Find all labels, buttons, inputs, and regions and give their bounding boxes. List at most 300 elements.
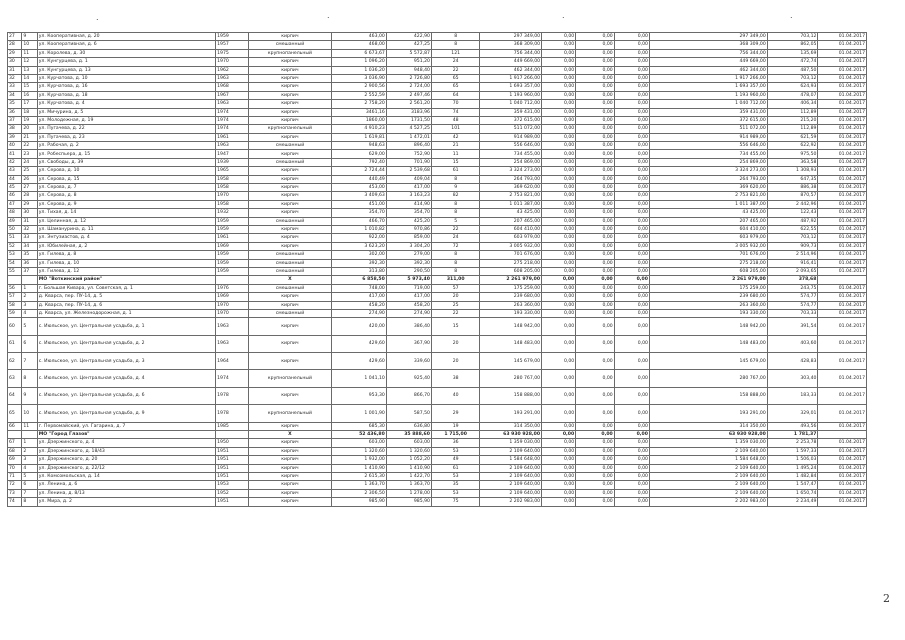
- cell-other-cost: 0,00: [614, 167, 649, 175]
- cell-living-area: 970,86: [386, 225, 431, 233]
- cell-row-index: 36: [8, 108, 22, 116]
- cell-owner-cost: 263 360,00: [649, 301, 767, 309]
- cell-address: с. Июльское, ул. Центральная усадьба, д. 4: [37, 370, 215, 387]
- cell-total-area: 2 724,44: [331, 167, 386, 175]
- cell-other-cost: 0,00: [614, 100, 649, 108]
- table-row: [8, 309, 867, 317]
- cell-deadline: 01.04.2017: [818, 335, 867, 352]
- cell-year: 1970: [216, 301, 249, 309]
- cell-year: 1967: [216, 91, 249, 99]
- cell-cost-per-m2: 870,57: [767, 192, 818, 200]
- cell-budget-cost: 0,00: [576, 175, 615, 183]
- cell-living-area: 1 472,01: [386, 133, 431, 141]
- cell-cost-per-m2: 135,69: [767, 49, 818, 57]
- cell-fund-cost: 0,00: [542, 335, 576, 352]
- cell-residents: 22: [431, 225, 479, 233]
- cell-wall-material: кирпич: [249, 225, 332, 233]
- cell-total-cost: 756 344,00: [480, 49, 542, 57]
- cell-cost-per-m2: 1 650,74: [767, 489, 818, 497]
- cell-owner-cost: 145 679,00: [649, 353, 767, 370]
- cell-sub-index: 1: [22, 284, 37, 292]
- cell-sub-index: 25: [22, 167, 37, 175]
- cell-other-cost: 0,00: [614, 142, 649, 150]
- cell-total-area: 3 036,90: [331, 74, 386, 82]
- cell-cost-per-m2: 122,43: [767, 209, 818, 217]
- cell-wall-material: кирпич: [249, 66, 332, 74]
- cell-owner-cost: 3 005 932,00: [649, 242, 767, 250]
- cell-owner-cost: 2 202 983,00: [649, 498, 767, 506]
- cell-total-cost: 1 917 266,00: [480, 74, 542, 82]
- cell-total-area: 2 900,56: [331, 83, 386, 91]
- cell-total-cost: 914 989,00: [480, 133, 542, 141]
- cell-other-cost: 0,00: [614, 353, 649, 370]
- cell-deadline: 01.04.2017: [818, 293, 867, 301]
- table-row: [8, 225, 867, 233]
- cell-cost-per-m2: 886,38: [767, 184, 818, 192]
- table-row: [8, 481, 867, 489]
- cell-cost-per-m2: 112,89: [767, 125, 818, 133]
- cell-residents: 35: [431, 481, 479, 489]
- cell-owner-cost: 63 930 928,00: [649, 431, 767, 439]
- cell-other-cost: 0,00: [614, 259, 649, 267]
- cell-owner-cost: 2 109 640,00: [649, 472, 767, 480]
- cell-fund-cost: 0,00: [542, 251, 576, 259]
- cell-total-area: 1860,00: [331, 116, 386, 124]
- cell-address: ул. Рабочая, д. 2: [37, 142, 215, 150]
- cell-deadline: 01.04.2017: [818, 472, 867, 480]
- cell-residents: 65: [431, 83, 479, 91]
- cell-other-cost: 0,00: [614, 498, 649, 506]
- cell-total-area: 1 041,10: [331, 370, 386, 387]
- cell-deadline: 01.04.2017: [818, 100, 867, 108]
- cell-sub-index: 15: [22, 83, 37, 91]
- cell-sub-index: 19: [22, 116, 37, 124]
- cell-wall-material: смешанный: [249, 284, 332, 292]
- cell-total-area: 1 932,00: [331, 456, 386, 464]
- cell-sub-index: 35: [22, 251, 37, 259]
- cell-sub-index: 29: [22, 200, 37, 208]
- cell-fund-cost: 0,00: [542, 100, 576, 108]
- cell-cost-per-m2: 2 514,96: [767, 251, 818, 259]
- table-row: [8, 91, 867, 99]
- cell-budget-cost: 0,00: [576, 217, 615, 225]
- cell-owner-cost: 175 259,00: [649, 284, 767, 292]
- cell-row-index: 41: [8, 150, 22, 158]
- cell-year: 1969: [216, 293, 249, 301]
- cell-budget-cost: 0,00: [576, 439, 615, 447]
- cell-residents: 64: [431, 91, 479, 99]
- cell-deadline: 01.04.2017: [818, 184, 867, 192]
- cell-address: ул. Гилева, д. 10: [37, 259, 215, 267]
- cell-sub-index: 16: [22, 91, 37, 99]
- cell-total-area: 985,90: [331, 498, 386, 506]
- cell-fund-cost: 0,00: [542, 66, 576, 74]
- cell-year: 1974: [216, 108, 249, 116]
- cell-wall-material: кирпич: [249, 234, 332, 242]
- cell-budget-cost: 0,00: [576, 431, 615, 439]
- cell-budget-cost: 0,00: [576, 284, 615, 292]
- cell-sub-index: 17: [22, 100, 37, 108]
- subtotal-row: [8, 431, 867, 439]
- cell-year: 1959: [216, 251, 249, 259]
- cell-budget-cost: 0,00: [576, 83, 615, 91]
- cell-deadline: 01.04.2017: [818, 74, 867, 82]
- cell-deadline: 01.04.2017: [818, 309, 867, 317]
- cell-deadline: 01.04.2017: [818, 167, 867, 175]
- cell-total-area: 392,30: [331, 259, 386, 267]
- cell-wall-material: кирпич: [249, 116, 332, 124]
- cell-total-cost: 1 011 387,00: [480, 200, 542, 208]
- table-row: [8, 284, 867, 292]
- cell-living-area: 985,90: [386, 498, 431, 506]
- cell-sub-index: 24: [22, 158, 37, 166]
- cell-address: ул. Шаманурина, д. 11: [37, 225, 215, 233]
- cell-cost-per-m2: 574,77: [767, 293, 818, 301]
- cell-total-area: 313,80: [331, 267, 386, 275]
- cell-deadline: 01.04.2017: [818, 116, 867, 124]
- cell-sub-index: 13: [22, 66, 37, 74]
- table-row: [8, 234, 867, 242]
- cell-fund-cost: 0,00: [542, 184, 576, 192]
- cell-cost-per-m2: 487,50: [767, 66, 818, 74]
- cell-address: ул. Энтузиастов, д. 4: [37, 234, 215, 242]
- cell-wall-material: кирпич: [249, 439, 332, 447]
- cell-residents: 75: [431, 498, 479, 506]
- cell-other-cost: 0,00: [614, 251, 649, 259]
- cell-sub-index: 1: [22, 439, 37, 447]
- cell-wall-material: кирпич: [249, 200, 332, 208]
- cell-total-cost: 2 202 983,00: [480, 498, 542, 506]
- cell-wall-material: смешанный: [249, 142, 332, 150]
- table-row: [8, 74, 867, 82]
- cell-wall-material: кирпич: [249, 184, 332, 192]
- cell-total-cost: 359 431,00: [480, 108, 542, 116]
- table-row: [8, 41, 867, 49]
- cell-total-cost: 193 291,00: [480, 405, 542, 422]
- table-row: [8, 405, 867, 422]
- cell-cost-per-m2: 478,07: [767, 91, 818, 99]
- cell-fund-cost: 0,00: [542, 74, 576, 82]
- cell-deadline: 01.04.2017: [818, 387, 867, 404]
- cell-total-cost: 604 410,00: [480, 225, 542, 233]
- cell-total-cost: 1 040 712,00: [480, 100, 542, 108]
- cell-total-cost: 2 109 640,00: [480, 481, 542, 489]
- cell-residents: 21: [431, 142, 479, 150]
- cell-address: ул. Курчатова, д. 18: [37, 91, 215, 99]
- cell-total-area: 1 320,60: [331, 447, 386, 455]
- cell-total-cost: 207 465,00: [480, 217, 542, 225]
- cell-fund-cost: 0,00: [542, 472, 576, 480]
- cell-other-cost: 0,00: [614, 284, 649, 292]
- cell-sub-index: 9: [22, 33, 37, 41]
- cell-wall-material: кирпич: [249, 91, 332, 99]
- table-row: [8, 370, 867, 387]
- cell-owner-cost: 511 072,00: [649, 125, 767, 133]
- cell-year: 1970: [216, 309, 249, 317]
- cell-wall-material: кирпич: [249, 150, 332, 158]
- cell-wall-material: кирпич: [249, 74, 332, 82]
- cell-budget-cost: 0,00: [576, 498, 615, 506]
- cell-budget-cost: 0,00: [576, 142, 615, 150]
- cell-total-cost: 2 109 640,00: [480, 472, 542, 480]
- cell-sub-index: 2: [22, 293, 37, 301]
- cell-sub-index: 5: [22, 318, 37, 335]
- cell-cost-per-m2: 2 093,65: [767, 267, 818, 275]
- cell-sub-index: 7: [22, 353, 37, 370]
- cell-sub-index: 30: [22, 209, 37, 217]
- cell-address: МО "Воткинский район": [37, 276, 215, 284]
- cell-wall-material: кирпич: [249, 175, 332, 183]
- cell-total-cost: 511 072,00: [480, 125, 542, 133]
- cell-year: 1951: [216, 464, 249, 472]
- cell-fund-cost: 0,00: [542, 447, 576, 455]
- scan-mark: .: [96, 13, 99, 22]
- cell-row-index: 50: [8, 225, 22, 233]
- cell-wall-material: кирпич: [249, 33, 332, 41]
- cell-other-cost: 0,00: [614, 309, 649, 317]
- cell-deadline: 01.04.2017: [818, 447, 867, 455]
- cell-sub-index: 37: [22, 267, 37, 275]
- cell-residents: 82: [431, 192, 479, 200]
- table-row: [8, 184, 867, 192]
- cell-row-index: 31: [8, 66, 22, 74]
- cell-total-cost: 2 109 640,00: [480, 489, 542, 497]
- cell-total-cost: 368 309,00: [480, 41, 542, 49]
- cell-address: ул. Пугачева, д. 23: [37, 133, 215, 141]
- cell-year: 1951: [216, 456, 249, 464]
- cell-total-area: 468,00: [331, 41, 386, 49]
- cell-owner-cost: 2 109 640,00: [649, 447, 767, 455]
- cell-budget-cost: 0,00: [576, 301, 615, 309]
- cell-budget-cost: 0,00: [576, 481, 615, 489]
- cell-row-index: 52: [8, 242, 22, 250]
- cell-cost-per-m2: 1 308,93: [767, 167, 818, 175]
- cell-budget-cost: 0,00: [576, 100, 615, 108]
- cell-deadline: 01.04.2017: [818, 41, 867, 49]
- cell-row-index: 27: [8, 33, 22, 41]
- cell-sub-index: 10: [22, 41, 37, 49]
- cell-fund-cost: 0,00: [542, 498, 576, 506]
- cell-cost-per-m2: 1 781,37: [767, 431, 818, 439]
- cell-wall-material: смешанный: [249, 217, 332, 225]
- cell-other-cost: 0,00: [614, 217, 649, 225]
- cell-address: с. Июльское, ул. Центральная усадьба, д. 9: [37, 405, 215, 422]
- cell-other-cost: 0,00: [614, 184, 649, 192]
- cell-row-index: 68: [8, 447, 22, 455]
- cell-total-area: 4 910,23: [331, 125, 386, 133]
- cell-living-area: 951,20: [386, 58, 431, 66]
- cell-wall-material: крупнопанельный: [249, 405, 332, 422]
- cell-owner-cost: 372 615,00: [649, 116, 767, 124]
- cell-other-cost: 0,00: [614, 66, 649, 74]
- cell-fund-cost: 0,00: [542, 58, 576, 66]
- cell-year: 1976: [216, 284, 249, 292]
- table-row: [8, 83, 867, 91]
- cell-cost-per-m2: 2 442,96: [767, 200, 818, 208]
- cell-budget-cost: 0,00: [576, 74, 615, 82]
- cell-residents: 8: [431, 209, 479, 217]
- cell-row-index: 66: [8, 422, 22, 430]
- cell-total-area: 3 623,20: [331, 242, 386, 250]
- cell-total-cost: 148 942,00: [480, 318, 542, 335]
- cell-year: 1961: [216, 133, 249, 141]
- cell-year: 1959: [216, 217, 249, 225]
- cell-owner-cost: 2 261 979,00: [649, 276, 767, 284]
- cell-row-index: 54: [8, 259, 22, 267]
- cell-total-area: 1 410,90: [331, 464, 386, 472]
- cell-budget-cost: 0,00: [576, 387, 615, 404]
- cell-cost-per-m2: 909,73: [767, 242, 818, 250]
- cell-row-index: 30: [8, 58, 22, 66]
- cell-wall-material: X: [249, 431, 332, 439]
- table-row: [8, 251, 867, 259]
- cell-fund-cost: 0,00: [542, 422, 576, 430]
- cell-total-cost: 43 425,00: [480, 209, 542, 217]
- cell-other-cost: 0,00: [614, 74, 649, 82]
- cell-row-index: 53: [8, 251, 22, 259]
- table-row: [8, 301, 867, 309]
- cell-total-area: 458,20: [331, 301, 386, 309]
- cell-deadline: 01.04.2017: [818, 234, 867, 242]
- cell-total-cost: 263 360,00: [480, 301, 542, 309]
- cell-address: ул. Курчатова, д. 10: [37, 74, 215, 82]
- cell-wall-material: крупнопанельный: [249, 370, 332, 387]
- cell-sub-index: 20: [22, 125, 37, 133]
- cell-budget-cost: 0,00: [576, 200, 615, 208]
- cell-residents: 38: [431, 370, 479, 387]
- cell-living-area: 701,90: [386, 158, 431, 166]
- cell-living-area: 417,00: [386, 293, 431, 301]
- cell-budget-cost: 0,00: [576, 41, 615, 49]
- cell-wall-material: смешанный: [249, 267, 332, 275]
- cell-owner-cost: 1 584 648,00: [649, 456, 767, 464]
- cell-address: ул. Молодежная, д. 19: [37, 116, 215, 124]
- cell-budget-cost: 0,00: [576, 91, 615, 99]
- cell-row-index: 40: [8, 142, 22, 150]
- cell-address: ул. Тихая, д. 14: [37, 209, 215, 217]
- cell-fund-cost: 0,00: [542, 284, 576, 292]
- cell-fund-cost: 0,00: [542, 108, 576, 116]
- cell-residents: 29: [431, 405, 479, 422]
- cell-year: 1951: [216, 447, 249, 455]
- cell-residents: 49: [431, 456, 479, 464]
- cell-deadline: 01.04.2017: [818, 259, 867, 267]
- cell-other-cost: 0,00: [614, 158, 649, 166]
- cell-year: 1985: [216, 422, 249, 430]
- cell-total-area: 748,00: [331, 284, 386, 292]
- cell-owner-cost: 603 979,00: [649, 234, 767, 242]
- cell-residents: 74: [431, 108, 479, 116]
- cell-residents: 8: [431, 259, 479, 267]
- cell-budget-cost: 0,00: [576, 225, 615, 233]
- cell-total-cost: 280 767,00: [480, 370, 542, 387]
- cell-cost-per-m2: 403,60: [767, 335, 818, 352]
- cell-year: 1961: [216, 234, 249, 242]
- cell-total-cost: 462 344,00: [480, 66, 542, 74]
- cell-fund-cost: 0,00: [542, 167, 576, 175]
- cell-living-area: 386,40: [386, 318, 431, 335]
- cell-total-area: 451,00: [331, 200, 386, 208]
- cell-address: ул. Кооперативная, д. 20: [37, 33, 215, 41]
- cell-year: 1963: [216, 335, 249, 352]
- cell-address: ул. Курчатова, д. 16: [37, 83, 215, 91]
- cell-year: 1951: [216, 498, 249, 506]
- cell-budget-cost: 0,00: [576, 447, 615, 455]
- cell-other-cost: 0,00: [614, 209, 649, 217]
- cell-row-index: 56: [8, 284, 22, 292]
- cell-address: ул. Юбилейная, д. 2: [37, 242, 215, 250]
- table-row: [8, 100, 867, 108]
- cell-total-cost: 1 193 960,00: [480, 91, 542, 99]
- cell-owner-cost: 264 793,00: [649, 175, 767, 183]
- cell-fund-cost: 0,00: [542, 83, 576, 91]
- cell-fund-cost: 0,00: [542, 318, 576, 335]
- cell-owner-cost: 369 620,00: [649, 184, 767, 192]
- cell-fund-cost: 0,00: [542, 242, 576, 250]
- cell-budget-cost: 0,00: [576, 33, 615, 41]
- cell-sub-index: [22, 431, 37, 439]
- cell-total-area: 792,40: [331, 158, 386, 166]
- cell-year: 1962: [216, 66, 249, 74]
- cell-total-cost: 608 205,00: [480, 267, 542, 275]
- cell-cost-per-m2: 1 547,47: [767, 481, 818, 489]
- cell-fund-cost: 0,00: [542, 456, 576, 464]
- cell-residents: 5: [431, 217, 479, 225]
- cell-living-area: 35 888,60: [386, 431, 431, 439]
- cell-year: 1969: [216, 242, 249, 250]
- table-row: [8, 175, 867, 183]
- cell-budget-cost: 0,00: [576, 293, 615, 301]
- cell-other-cost: 0,00: [614, 431, 649, 439]
- cell-other-cost: 0,00: [614, 200, 649, 208]
- cell-deadline: 01.04.2017: [818, 209, 867, 217]
- cell-total-area: 2 306,50: [331, 489, 386, 497]
- cell-owner-cost: 556 646,00: [649, 142, 767, 150]
- cell-sub-index: 23: [22, 150, 37, 158]
- cell-deadline: 01.04.2017: [818, 200, 867, 208]
- cell-address: ул. Серова, д. 10: [37, 167, 215, 175]
- cell-deadline: 01.04.2017: [818, 83, 867, 91]
- cell-residents: 57: [431, 284, 479, 292]
- cell-living-area: 1 422,70: [386, 472, 431, 480]
- cell-other-cost: 0,00: [614, 41, 649, 49]
- cell-living-area: 409,04: [386, 175, 431, 183]
- table-row: [8, 158, 867, 166]
- cell-year: 1958: [216, 175, 249, 183]
- cell-living-area: 1731,50: [386, 116, 431, 124]
- cell-total-area: 52 436,80: [331, 431, 386, 439]
- cell-budget-cost: 0,00: [576, 108, 615, 116]
- cell-cost-per-m2: 363,58: [767, 158, 818, 166]
- cell-residents: 19: [431, 422, 479, 430]
- cell-owner-cost: 608 205,00: [649, 267, 767, 275]
- cell-other-cost: 0,00: [614, 464, 649, 472]
- cell-cost-per-m2: 391,54: [767, 318, 818, 335]
- cell-owner-cost: 1 359 030,00: [649, 439, 767, 447]
- cell-year: 1958: [216, 200, 249, 208]
- cell-wall-material: кирпич: [249, 422, 332, 430]
- cell-deadline: 01.04.2017: [818, 422, 867, 430]
- cell-living-area: 392,30: [386, 259, 431, 267]
- cell-residents: 20: [431, 335, 479, 352]
- cell-other-cost: 0,00: [614, 175, 649, 183]
- cell-cost-per-m2: 1 506,03: [767, 456, 818, 464]
- cell-year: 1978: [216, 387, 249, 404]
- cell-address: ул. Комсомольская, д. 14: [37, 472, 215, 480]
- cell-wall-material: кирпич: [249, 293, 332, 301]
- cell-fund-cost: 0,00: [542, 142, 576, 150]
- cell-budget-cost: 0,00: [576, 405, 615, 422]
